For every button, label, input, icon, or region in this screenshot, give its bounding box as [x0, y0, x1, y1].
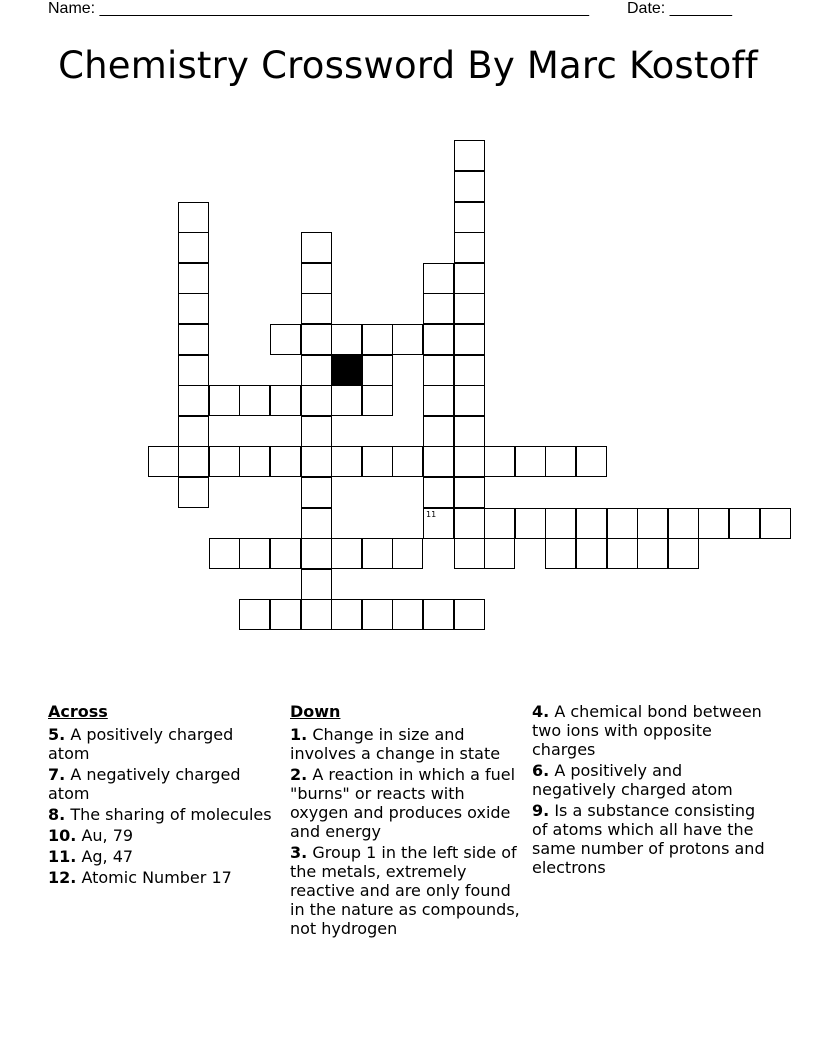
grid-cell[interactable]	[515, 446, 546, 477]
grid-cell[interactable]	[607, 538, 638, 569]
grid-cell[interactable]	[178, 293, 209, 324]
grid-cell[interactable]	[576, 538, 607, 569]
grid-cell[interactable]	[362, 446, 393, 477]
grid-cell[interactable]	[270, 599, 301, 630]
grid-cell[interactable]	[454, 263, 485, 294]
clue-text: Change in size and involves a change in state	[290, 725, 501, 763]
grid-cell[interactable]	[637, 508, 668, 539]
grid-cell[interactable]	[362, 324, 393, 355]
grid-cell[interactable]	[239, 446, 270, 477]
grid-cell[interactable]	[178, 477, 209, 508]
grid-cell[interactable]	[178, 446, 209, 477]
grid-cell[interactable]	[331, 538, 362, 569]
clue-text: A reaction in which a fuel "burns" or reacts with oxygen and produces oxide and energy	[290, 765, 516, 841]
grid-cell[interactable]	[362, 385, 393, 416]
clue-number: 5.	[48, 725, 66, 744]
grid-cell[interactable]	[454, 324, 485, 355]
clue-number: 11.	[48, 847, 77, 866]
grid-cell[interactable]	[576, 508, 607, 539]
grid-cell[interactable]	[423, 446, 454, 477]
clue-down-4	[532, 702, 768, 759]
grid-cell[interactable]	[209, 538, 240, 569]
grid-cell[interactable]	[698, 508, 729, 539]
clue-number: 8.	[48, 805, 66, 824]
grid-cell[interactable]	[760, 508, 791, 539]
grid-cell[interactable]	[362, 355, 393, 386]
grid-cell[interactable]	[484, 446, 515, 477]
grid-cell[interactable]	[301, 477, 332, 508]
grid-cell[interactable]	[454, 599, 485, 630]
grid-cell[interactable]	[301, 416, 332, 447]
grid-cell[interactable]	[423, 293, 454, 324]
grid-cell[interactable]	[301, 385, 332, 416]
grid-cell[interactable]	[270, 385, 301, 416]
grid-cell[interactable]	[239, 385, 270, 416]
grid-cell[interactable]	[454, 140, 485, 171]
grid-cell[interactable]	[545, 508, 576, 539]
grid-cell[interactable]	[576, 446, 607, 477]
grid-cell[interactable]	[392, 538, 423, 569]
clue-number: 3.	[290, 843, 308, 862]
grid-cell[interactable]	[454, 446, 485, 477]
date-field-label: Date: _______	[627, 0, 732, 17]
clue-number: 1.	[290, 725, 308, 744]
clue-number: 10.	[48, 826, 77, 845]
clue-text: A positively and negatively charged atom	[532, 761, 733, 799]
clue-text: A negatively charged atom	[48, 765, 241, 803]
clue-across-12	[48, 868, 278, 887]
grid-cell[interactable]	[637, 538, 668, 569]
clue-number: 12.	[48, 868, 77, 887]
grid-cell[interactable]	[331, 324, 362, 355]
grid-cell[interactable]	[423, 263, 454, 294]
clue-number: 2.	[290, 765, 308, 784]
grid-cell[interactable]	[423, 599, 454, 630]
clue-text: Atomic Number 17	[81, 868, 232, 887]
name-field-label: Name: _______________________________________________________	[48, 0, 589, 17]
grid-cell[interactable]	[178, 232, 209, 263]
grid-cell[interactable]	[301, 263, 332, 294]
down-clues	[290, 702, 526, 940]
grid-cell[interactable]	[178, 202, 209, 233]
clue-across-11	[48, 847, 278, 866]
grid-cell[interactable]	[301, 569, 332, 600]
grid-cell[interactable]	[423, 324, 454, 355]
clue-across-10	[48, 826, 278, 845]
clue-number: 4.	[532, 702, 550, 721]
grid-cell[interactable]	[178, 324, 209, 355]
page-title: Chemistry Crossword By Marc Kostoff	[58, 44, 758, 87]
down-heading: Down	[290, 702, 341, 721]
grid-cell[interactable]	[729, 508, 760, 539]
grid-cell[interactable]	[362, 538, 393, 569]
clue-down-1	[290, 725, 526, 763]
clue-text: A chemical bond between two ions with opposite charges	[532, 702, 762, 759]
grid-cell[interactable]	[331, 385, 362, 416]
grid-cell[interactable]	[668, 538, 699, 569]
grid-cell[interactable]	[301, 508, 332, 539]
grid-cell[interactable]	[454, 355, 485, 386]
grid-cell[interactable]	[209, 385, 240, 416]
grid-cell[interactable]	[454, 416, 485, 447]
clue-across-8	[48, 805, 278, 824]
grid-cell[interactable]	[423, 508, 454, 539]
clue-text: Is a substance consisting of atoms which all have the same number of protons and electrons	[532, 801, 765, 877]
grid-cell[interactable]	[301, 355, 332, 386]
cell-number: 11	[426, 509, 437, 519]
grid-cell[interactable]	[178, 385, 209, 416]
clue-text: Group 1 in the left side of the metals, extremely reactive and are only found in the nature as compounds, not hydrogen	[290, 843, 520, 938]
grid-cell[interactable]	[209, 446, 240, 477]
grid-cell[interactable]	[331, 599, 362, 630]
clue-down-9	[532, 801, 768, 877]
clue-across-5	[48, 725, 278, 763]
grid-cell[interactable]	[515, 508, 546, 539]
grid-cell[interactable]	[301, 293, 332, 324]
grid-cell[interactable]	[484, 538, 515, 569]
clue-text: A positively charged atom	[48, 725, 234, 763]
grid-cell[interactable]	[178, 416, 209, 447]
grid-cell[interactable]	[239, 538, 270, 569]
grid-cell[interactable]	[454, 293, 485, 324]
grid-cell[interactable]	[301, 324, 332, 355]
across-clues	[48, 702, 278, 889]
grid-cell[interactable]	[178, 263, 209, 294]
clue-down-3	[290, 843, 526, 938]
clue-number: 6.	[532, 761, 550, 780]
grid-cell[interactable]	[392, 599, 423, 630]
grid-cell[interactable]	[454, 477, 485, 508]
down-clues-continued	[532, 702, 768, 879]
grid-cell[interactable]	[423, 416, 454, 447]
grid-cell[interactable]	[454, 385, 485, 416]
grid-cell[interactable]	[484, 508, 515, 539]
grid-cell[interactable]	[454, 538, 485, 569]
grid-cell[interactable]	[668, 508, 699, 539]
grid-cell[interactable]	[454, 508, 485, 539]
grid-cell[interactable]	[331, 446, 362, 477]
grid-cell[interactable]	[392, 446, 423, 477]
grid-cell[interactable]	[423, 385, 454, 416]
grid-cell[interactable]	[270, 538, 301, 569]
grid-cell[interactable]	[270, 324, 301, 355]
clue-text: Ag, 47	[81, 847, 134, 866]
black-cell	[331, 355, 362, 386]
grid-cell[interactable]	[301, 599, 332, 630]
grid-cell[interactable]	[301, 538, 332, 569]
grid-cell[interactable]	[301, 446, 332, 477]
grid-cell[interactable]	[454, 232, 485, 263]
grid-cell[interactable]	[301, 232, 332, 263]
grid-cell[interactable]	[454, 171, 485, 202]
grid-cell[interactable]	[607, 508, 638, 539]
grid-cell[interactable]	[148, 446, 179, 477]
grid-cell[interactable]	[545, 446, 576, 477]
grid-cell[interactable]	[362, 599, 393, 630]
grid-cell[interactable]	[423, 355, 454, 386]
grid-cell[interactable]	[239, 599, 270, 630]
grid-cell[interactable]	[423, 477, 454, 508]
grid-cell[interactable]	[178, 355, 209, 386]
clue-across-7	[48, 765, 278, 803]
grid-cell[interactable]	[392, 324, 423, 355]
grid-cell[interactable]	[545, 538, 576, 569]
clue-text: Au, 79	[81, 826, 134, 845]
across-heading: Across	[48, 702, 108, 721]
grid-cell[interactable]	[454, 202, 485, 233]
clue-text: The sharing of molecules	[70, 805, 272, 824]
clue-down-6	[532, 761, 768, 799]
clue-number: 7.	[48, 765, 66, 784]
clue-number: 9.	[532, 801, 550, 820]
clue-down-2	[290, 765, 526, 841]
grid-cell[interactable]	[270, 446, 301, 477]
